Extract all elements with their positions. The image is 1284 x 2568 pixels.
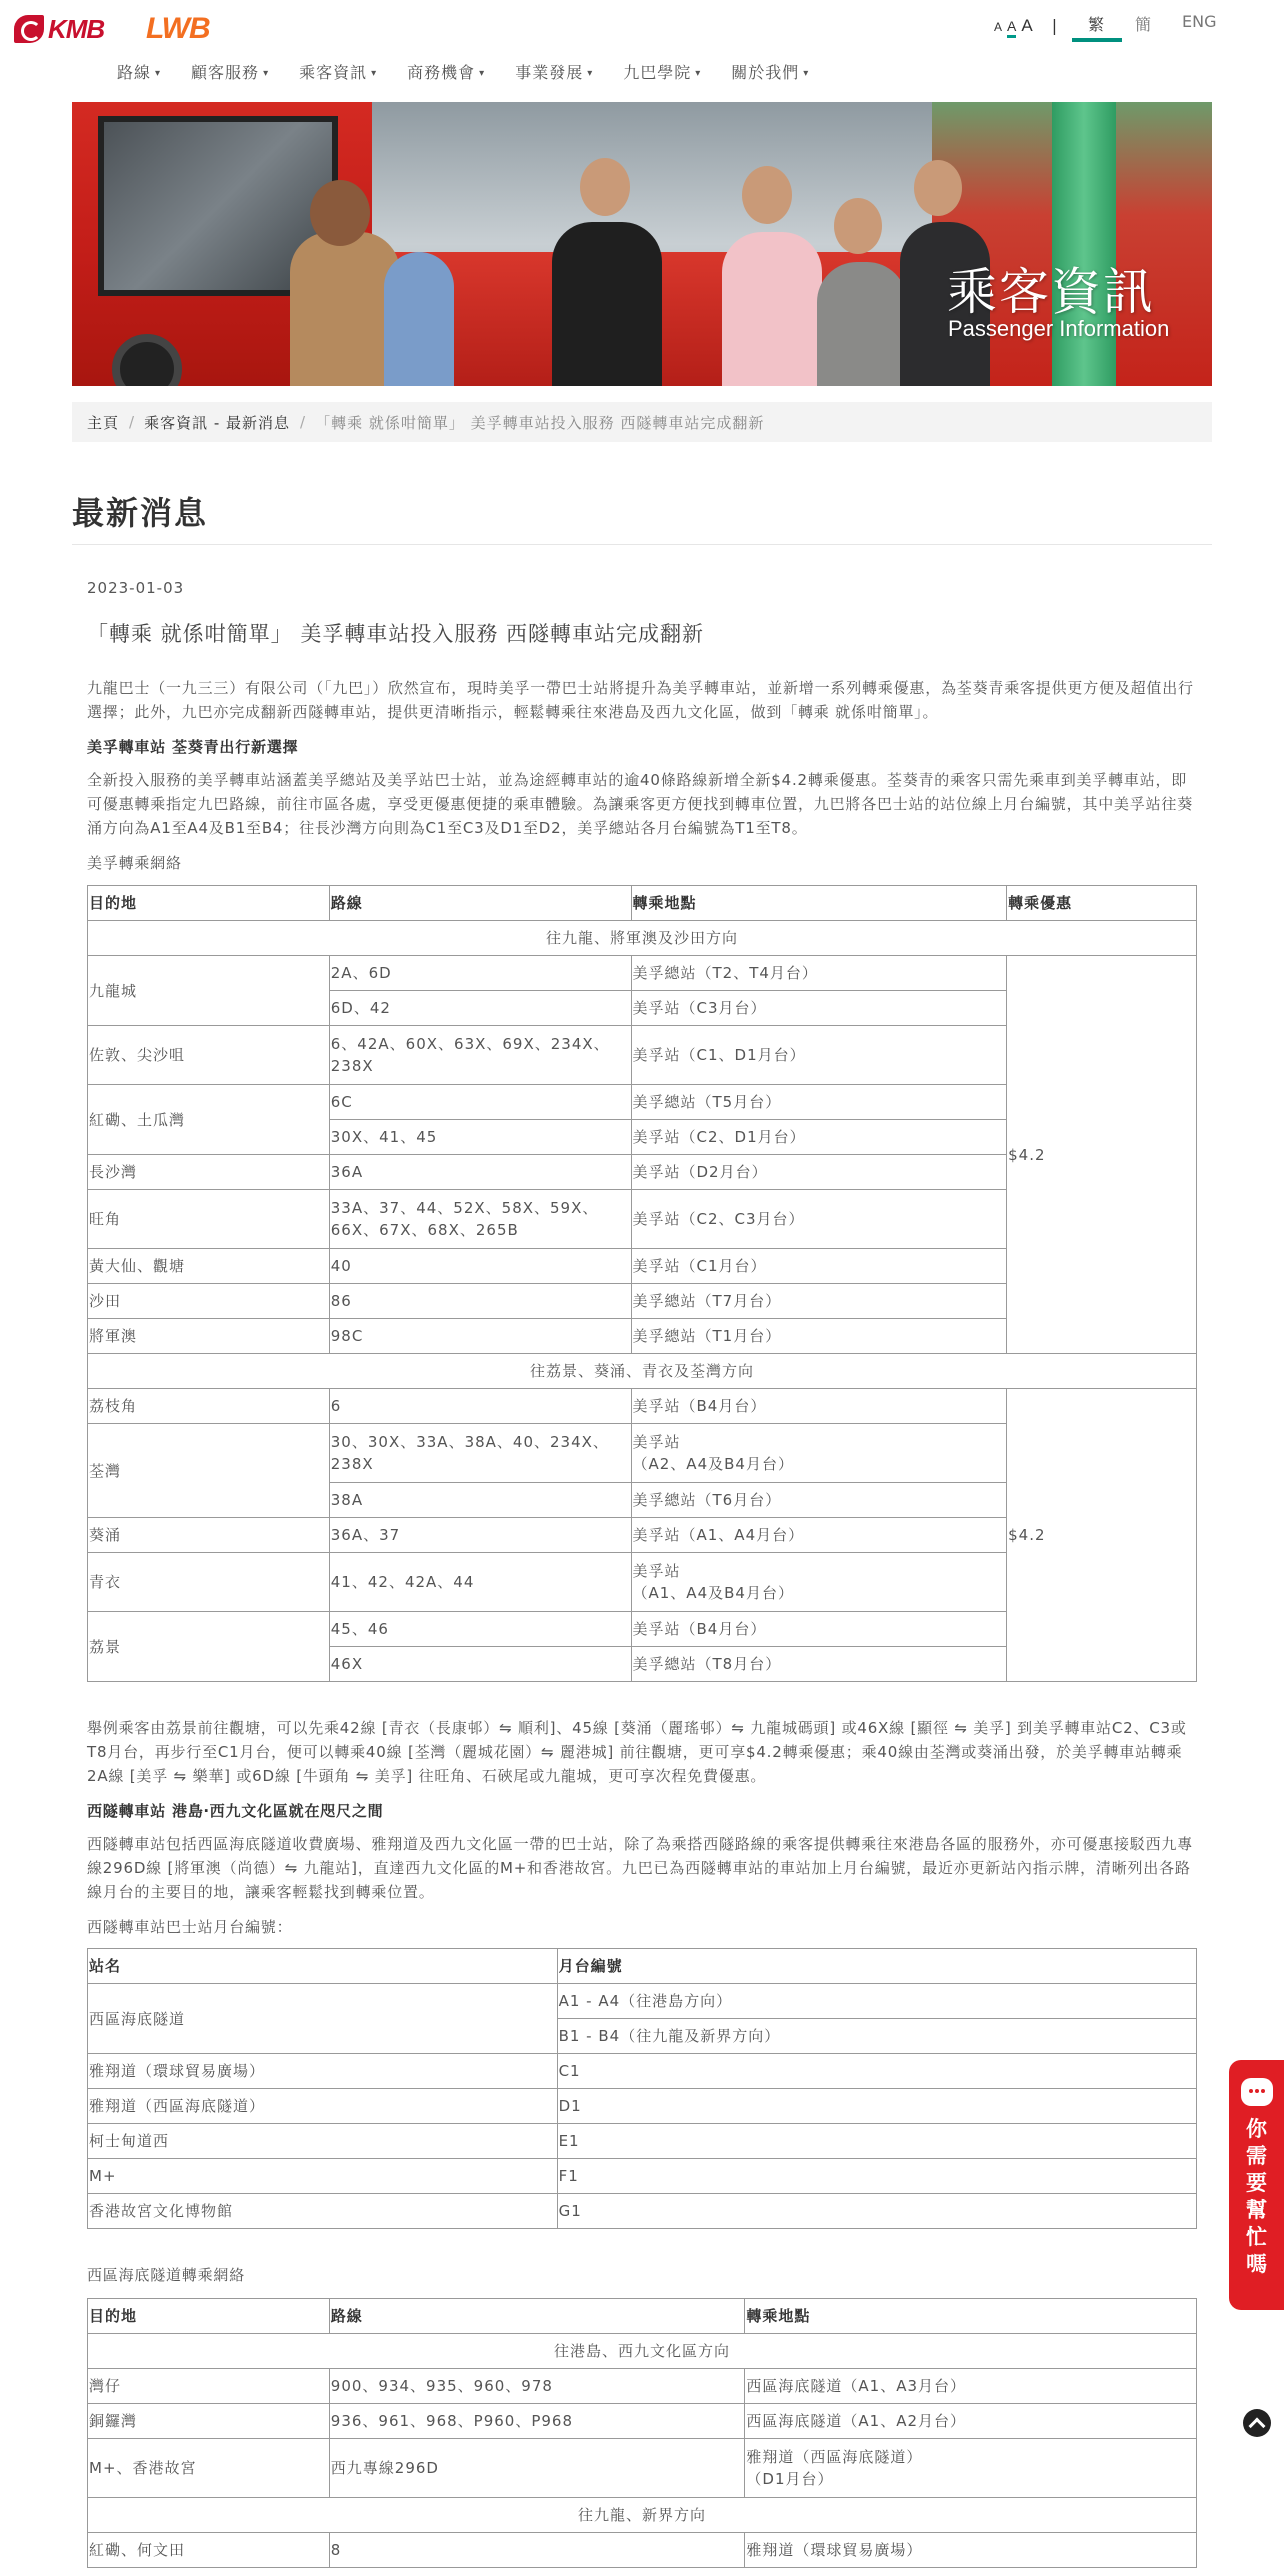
table-cell-route: 8 <box>329 2533 745 2568</box>
article-intro: 九龍巴士（一九三三）有限公司（「九巴」）欣然宣布，現時美孚一帶巴士站將提升為美孚轉車站，並新增一系列轉乘優惠，為荃葵青乘客提供更方便及超值出行選擇；此外，九巴亦完成翻新西隧轉車站，提供更清晰指示，輕鬆轉乘往來港島及西九文化區，做到「轉乘 就係咁簡單」。 <box>87 679 1194 721</box>
table-cell-route: 6D、42 <box>329 991 631 1026</box>
table-cell-route: 6 <box>329 1389 631 1424</box>
table-cell-route: 30X、41、45 <box>329 1120 631 1155</box>
chevron-down-icon: ▾ <box>371 68 378 79</box>
table-cell-destination: 黃大仙、觀塘 <box>88 1249 330 1284</box>
table-cell-point: 美孚總站（T1月台） <box>631 1319 1007 1354</box>
chevron-down-icon: ▾ <box>695 68 702 79</box>
table-group-title: 往港島、西九文化區方向 <box>88 2334 1197 2369</box>
table-cell-point: 西區海底隧道（A1、A3月台） <box>745 2369 1197 2404</box>
site-header <box>0 0 1284 100</box>
table-cell-station: 西區海底隧道 <box>88 1984 558 2054</box>
chevron-down-icon: ▾ <box>587 68 594 79</box>
font-size-medium[interactable]: A <box>1007 18 1016 38</box>
table-cell-route: 936、961、968、P960、P968 <box>329 2404 745 2439</box>
mei-foo-interchange-table <box>87 885 1197 1682</box>
table-cell-destination: 青衣 <box>88 1553 330 1612</box>
table-header: 轉乘地點 <box>745 2299 1197 2334</box>
section2-heading: 西隧轉車站 港島‧西九文化區就在咫尺之間 <box>87 1802 384 1820</box>
table-cell-platform: B1 - B4（往九龍及新界方向） <box>557 2019 1196 2054</box>
table-group-title: 往九龍、將軍澳及沙田方向 <box>88 921 1197 956</box>
hero-banner <box>72 102 1212 386</box>
table-cell-point: 美孚站（C1、D1月台） <box>631 1026 1007 1085</box>
table-cell-point: 美孚總站（T5月台） <box>631 1085 1007 1120</box>
table-cell-platform: A1 - A4（往港島方向） <box>557 1984 1196 2019</box>
table-header: 月台編號 <box>557 1949 1196 1984</box>
table-cell-route: 86 <box>329 1284 631 1319</box>
table-cell-point: 美孚站（B4月台） <box>631 1612 1007 1647</box>
table-cell-route: 36A <box>329 1155 631 1190</box>
lang-english[interactable]: ENG <box>1182 12 1217 31</box>
table-cell-point: 美孚站（C2、D1月台） <box>631 1120 1007 1155</box>
table-cell-point: 美孚總站（T2、T4月台） <box>631 956 1007 991</box>
table-cell-route: 41、42、42A、44 <box>329 1553 631 1612</box>
table-cell-route: 45、46 <box>329 1612 631 1647</box>
page-title: 最新消息 <box>72 494 209 532</box>
nav-business[interactable]: 商務機會 ▾ <box>407 63 486 82</box>
table-cell-route: 900、934、935、960、978 <box>329 2369 745 2404</box>
nav-passenger-info[interactable]: 乘客資訊 ▾ <box>299 63 378 82</box>
section2-body: 西隧轉車站包括西區海底隧道收費廣場、雅翔道及西九文化區一帶的巴士站，除了為乘搭西隧路線的乘客提供轉乘往來港島各區的服務外，亦可優惠接駁西九專線296D線 [將軍澳（尚德）⇋ 九龍站]，直達西九文化區的M+和香港故宮。九巴已為西隧轉車站的車站加上月台編號，最近亦更新站內指示牌，清晰列出各路線月台的主要目的地，讓乘客輕鬆找到轉乘位置。 <box>87 1835 1194 1901</box>
table-header: 路線 <box>329 886 631 921</box>
section1-heading: 美孚轉車站 荃葵青出行新選擇 <box>87 738 299 756</box>
active-language-indicator <box>1072 38 1122 42</box>
table-group-title: 往荔景、葵涌、青衣及荃灣方向 <box>88 1354 1197 1389</box>
table-cell-point: 美孚站（C1月台） <box>631 1249 1007 1284</box>
table-header: 路線 <box>329 2299 745 2334</box>
table-cell-route: 33A、37、44、52X、58X、59X、66X、67X、68X、265B <box>329 1190 631 1249</box>
table-cell-destination: 荃灣 <box>88 1424 330 1518</box>
table-cell-point: 美孚站（C3月台） <box>631 991 1007 1026</box>
table-cell-destination: 荔枝角 <box>88 1389 330 1424</box>
table2-caption: 西隧轉車站巴士站月台編號： <box>87 1918 293 1936</box>
table-cell-route: 2A、6D <box>329 956 631 991</box>
kmb-logo-mark-icon <box>14 15 44 43</box>
table3-caption: 西區海底隧道轉乘網絡 <box>87 2266 246 2284</box>
header-separator: | <box>1051 16 1058 35</box>
table-cell-platform: E1 <box>557 2124 1196 2159</box>
banner-title: 乘客資訊 <box>947 263 1155 321</box>
table-cell-platform: C1 <box>557 2054 1196 2089</box>
help-chat-label: 你需要幫忙嗎 <box>1246 2117 1267 2276</box>
lang-simplified[interactable]: 簡 <box>1135 15 1152 34</box>
title-divider <box>72 544 1212 545</box>
breadcrumb-current: 「轉乘 就係咁簡單」 美孚轉車站投入服務 西隧轉車站完成翻新 <box>315 413 765 432</box>
table-cell-station: 雅翔道（環球貿易廣場） <box>88 2054 558 2089</box>
lang-traditional[interactable]: 繁 <box>1088 15 1105 34</box>
table-cell-point: 美孚站（A1、A4月台） <box>631 1518 1007 1553</box>
table-cell-platform: G1 <box>557 2194 1196 2229</box>
breadcrumb-home[interactable]: 主頁 <box>87 413 120 432</box>
table-cell-destination: M+、香港故宮 <box>88 2439 330 2498</box>
table-cell-destination: 將軍澳 <box>88 1319 330 1354</box>
article-date: 2023-01-03 <box>87 579 185 597</box>
table-header: 轉乘優惠 <box>1007 886 1197 921</box>
table-header: 目的地 <box>88 886 330 921</box>
table-cell-destination: 旺角 <box>88 1190 330 1249</box>
example-paragraph: 舉例乘客由荔景前往觀塘，可以先乘42線 [青衣（長康邨）⇋ 順利]、45線 [葵涌（麗瑤邨）⇋ 九龍城碼頭] 或46X線 [顯徑 ⇋ 美孚] 到美孚轉車站C2、C3或T8月台，再步行至C1月台，便可以轉乘40線 [荃灣（麗城花園）⇋ 麗港城] 前往觀塘，更可享$4.2轉乘優惠；乘40線由荃灣或葵涌出發，於美孚轉車站轉乘2A線 [美孚 ⇋ 樂華] 或6D線 [牛頭角 ⇋ 美孚] 往旺角、石硤尾或九龍城，更可享次程免費優惠。 <box>87 1719 1187 1785</box>
table-cell-point: 美孚站 （A1、A4及B4月台） <box>631 1553 1007 1612</box>
nav-about[interactable]: 關於我們 ▾ <box>731 63 810 82</box>
help-chat-button[interactable] <box>1229 2060 1284 2310</box>
kmb-logo[interactable] <box>14 14 118 44</box>
table-cell-destination: 荔景 <box>88 1612 330 1682</box>
table-cell-destination: 紅磡、何文田 <box>88 2533 330 2568</box>
nav-customer-service[interactable]: 顧客服務 ▾ <box>191 63 270 82</box>
table-cell-platform: D1 <box>557 2089 1196 2124</box>
chat-bubble-icon <box>1241 2078 1273 2106</box>
table-cell-destination: 銅鑼灣 <box>88 2404 330 2439</box>
table-cell-point: 雅翔道（西區海底隧道） （D1月台） <box>745 2439 1197 2498</box>
table-cell-route: 西九專線296D <box>329 2439 745 2498</box>
font-size-small[interactable]: A <box>994 20 1003 34</box>
table-cell-station: M+ <box>88 2159 558 2194</box>
main-nav <box>117 60 839 83</box>
table-cell-platform: F1 <box>557 2159 1196 2194</box>
banner-subtitle: Passenger Information <box>948 316 1170 341</box>
table-cell-destination: 紅磡、土瓜灣 <box>88 1085 330 1155</box>
table-cell-destination: 沙田 <box>88 1284 330 1319</box>
table-cell-fare: $4.2 <box>1007 1389 1197 1682</box>
font-size-large[interactable]: A <box>1021 16 1033 35</box>
lwb-logo[interactable]: LWB <box>146 12 210 45</box>
table-cell-point: 美孚總站（T7月台） <box>631 1284 1007 1319</box>
table-cell-point: 西區海底隧道（A1、A2月台） <box>745 2404 1197 2439</box>
table-cell-point: 美孚站（D2月台） <box>631 1155 1007 1190</box>
table-header: 轉乘地點 <box>631 886 1007 921</box>
table-cell-route: 46X <box>329 1647 631 1682</box>
table-cell-route: 30、30X、33A、38A、40、234X、238X <box>329 1424 631 1483</box>
article-headline: 「轉乘 就係咁簡單」 美孚轉車站投入服務 西隧轉車站完成翻新 <box>87 622 705 646</box>
table-header: 站名 <box>88 1949 558 1984</box>
chevron-down-icon: ▾ <box>263 68 270 79</box>
chevron-down-icon: ▾ <box>479 68 486 79</box>
table-header: 目的地 <box>88 2299 330 2334</box>
breadcrumb-passenger-news[interactable]: 乘客資訊 - 最新消息 <box>144 413 291 432</box>
chevron-down-icon: ▾ <box>155 68 162 79</box>
table-cell-station: 香港故宮文化博物館 <box>88 2194 558 2229</box>
table-cell-route: 6、42A、60X、63X、69X、234X、238X <box>329 1026 631 1085</box>
table-cell-station: 雅翔道（西區海底隧道） <box>88 2089 558 2124</box>
western-tunnel-platform-table <box>87 1948 1197 2229</box>
table-cell-point: 美孚總站（T8月台） <box>631 1647 1007 1682</box>
table-cell-point: 美孚站（B4月台） <box>631 1389 1007 1424</box>
table-cell-destination: 長沙灣 <box>88 1155 330 1190</box>
table-cell-fare: $4.2 <box>1007 956 1197 1354</box>
table-cell-destination: 灣仔 <box>88 2369 330 2404</box>
table-cell-route: 40 <box>329 1249 631 1284</box>
back-to-top-button[interactable] <box>1243 2409 1271 2437</box>
table-cell-route: 6C <box>329 1085 631 1120</box>
table-cell-point: 美孚總站（T6月台） <box>631 1483 1007 1518</box>
section1-body: 全新投入服務的美孚轉車站涵蓋美孚總站及美孚站巴士站，並為途經轉車站的逾40條路線新增全新$4.2轉乘優惠。荃葵青的乘客只需先乘車到美孚轉車站，即可優惠轉乘指定九巴路線，前往市區各處，享受更優惠便捷的乘車體驗。為讓乘客更方便找到轉車位置，九巴將各巴士站的站位線上月台編號，其中美孚站往葵涌方向為A1至A4及B1至B4；往長沙灣方向則為C1至C3及D1至D2，美孚總站各月台編號為T1至T8。 <box>87 771 1194 837</box>
western-tunnel-interchange-table <box>87 2298 1197 2568</box>
nav-academy[interactable]: 九巴學院 ▾ <box>623 63 702 82</box>
table-cell-route: 36A、37 <box>329 1518 631 1553</box>
table-cell-point: 美孚站（C2、C3月台） <box>631 1190 1007 1249</box>
table-cell-destination: 葵涌 <box>88 1518 330 1553</box>
nav-routes[interactable]: 路線 ▾ <box>117 63 162 82</box>
table-cell-route: 98C <box>329 1319 631 1354</box>
breadcrumb-separator: / <box>129 413 135 431</box>
chevron-down-icon: ▾ <box>803 68 810 79</box>
table-cell-destination: 佐敦、尖沙咀 <box>88 1026 330 1085</box>
breadcrumb <box>72 402 1212 442</box>
table-cell-point: 雅翔道（環球貿易廣場） <box>745 2533 1197 2568</box>
table-group-title: 往九龍、新界方向 <box>88 2498 1197 2533</box>
kmb-logo-text: KMB <box>48 13 105 44</box>
breadcrumb-separator: / <box>300 413 306 431</box>
table1-caption: 美孚轉乘網絡 <box>87 854 182 872</box>
table-cell-route: 38A <box>329 1483 631 1518</box>
table-cell-point: 美孚站 （A2、A4及B4月台） <box>631 1424 1007 1483</box>
table-cell-destination: 九龍城 <box>88 956 330 1026</box>
nav-development[interactable]: 事業發展 ▾ <box>515 63 594 82</box>
font-size-switcher <box>994 16 1071 38</box>
table-cell-station: 柯士甸道西 <box>88 2124 558 2159</box>
